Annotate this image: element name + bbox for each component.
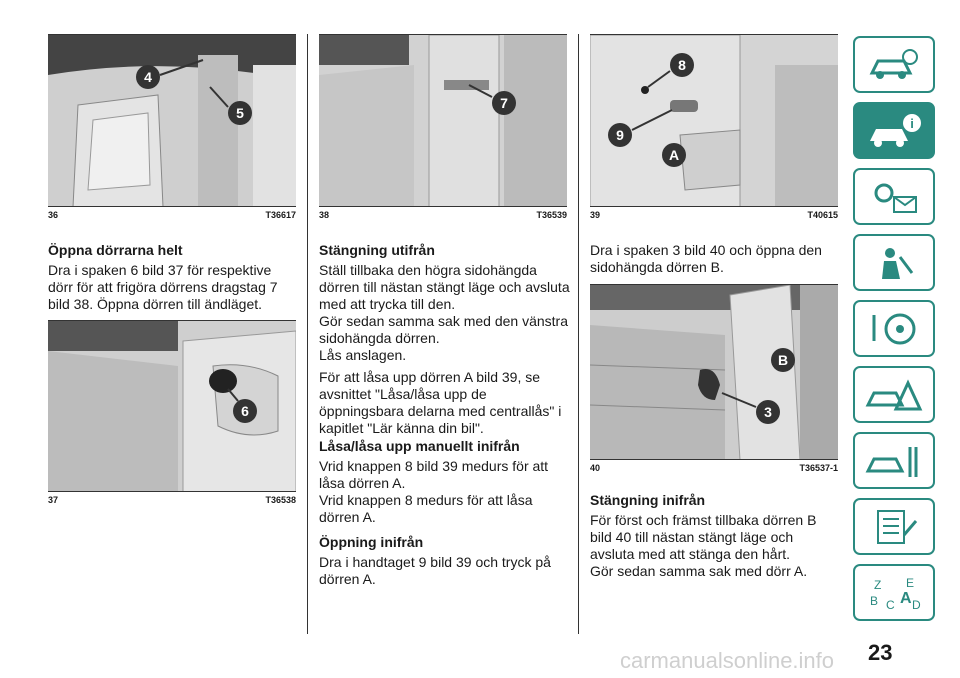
tab-key-steering[interactable]: [853, 300, 935, 357]
tab-car-warning[interactable]: [853, 366, 935, 423]
alphabet-index-icon: [864, 573, 924, 613]
callout-4: 4: [144, 69, 152, 85]
callout-3: 3: [764, 404, 772, 420]
para-closing-outside-2: Gör sedan samma sak med den vänstra sidohängda dörren.: [319, 313, 569, 346]
callout-5: 5: [236, 105, 244, 121]
heading-open-doors: Öppna dörrarna helt: [48, 242, 183, 258]
callout-A: A: [668, 147, 680, 163]
tab-car-search[interactable]: [853, 36, 935, 93]
column-divider-1: [307, 34, 308, 634]
tab-checklist[interactable]: [853, 498, 935, 555]
svg-text:i: i: [910, 115, 914, 131]
callout-7: 7: [500, 95, 508, 111]
tab-alphabet-index[interactable]: [853, 564, 935, 621]
heading-open-inside: Öppning inifrån: [319, 534, 424, 550]
lights-mail-icon: [864, 177, 924, 217]
svg-text:E: E: [906, 575, 915, 590]
para-closing-inside-2: Gör sedan samma sak med dörr A.: [590, 563, 808, 579]
para-open-doors: Dra i spaken 6 bild 37 för respektive dörr för att frigöra dörrens dragstag 7 bild 38. Öppna dörren till ändläget.: [48, 262, 278, 312]
para-manual-lock-2: Vrid knappen 8 medurs för att låsa dörren A.: [319, 492, 533, 525]
heading-manual-lock: Låsa/låsa upp manuellt inifrån: [319, 438, 520, 454]
page-number: 23: [868, 640, 893, 665]
svg-text:D: D: [912, 597, 921, 612]
callout-6: 6: [241, 403, 249, 419]
tab-airbag[interactable]: [853, 234, 935, 291]
para-open-side-door: Dra i spaken 3 bild 40 och öppna den sidohängda dörren B.: [590, 242, 822, 275]
heading-closing-outside: Stängning utifrån: [319, 242, 435, 258]
para-closing-outside-3: Lås anslagen.: [319, 347, 407, 363]
callout-8: 8: [678, 57, 686, 73]
figure-37-image: [48, 320, 296, 492]
tab-car-tools[interactable]: [853, 432, 935, 489]
para-manual-lock-1: Vrid knappen 8 bild 39 medurs för att låsa dörren A.: [319, 458, 549, 491]
svg-text:C: C: [886, 597, 895, 612]
car-tools-icon: [864, 441, 924, 481]
column-divider-2: [578, 34, 579, 634]
checklist-icon: [864, 507, 924, 547]
para-open-inside: Dra i handtaget 9 bild 39 och tryck på dörren A.: [319, 554, 551, 587]
figure-37-caption: 37 T36538: [48, 491, 296, 505]
callout-B: B: [777, 352, 789, 368]
para-closing-outside-1: Ställ tillbaka den högra sidohängda dörren till nästan stängt läge och avsluta med att trycka till den.: [319, 262, 570, 312]
key-steering-icon: [864, 309, 924, 349]
figure-36-caption: 36 T36617: [48, 206, 296, 220]
car-search-icon: [864, 45, 924, 85]
svg-text:Z: Z: [874, 577, 882, 592]
tab-car-info[interactable]: [853, 102, 935, 159]
tab-lights-mail[interactable]: [853, 168, 935, 225]
figure-38-caption: 38 T36539: [319, 206, 567, 220]
para-closing-inside-1: För först och främst tillbaka dörren B bild 40 till nästan stängt läge och avsluta med att stänga den hårt.: [590, 512, 817, 562]
car-info-icon: [864, 111, 924, 151]
heading-closing-inside: Stängning inifrån: [590, 492, 706, 508]
car-warning-icon: [864, 375, 924, 415]
svg-text:B: B: [870, 593, 879, 608]
figure-38-image: [319, 34, 567, 207]
figure-40-caption: 40 T36537-1: [590, 459, 838, 473]
svg-text:A: A: [900, 589, 912, 607]
callout-9: 9: [616, 127, 624, 143]
figure-39-caption: 39 T40615: [590, 206, 838, 220]
watermark: carmanualsonline.info: [620, 648, 835, 673]
airbag-person-icon: [864, 243, 924, 283]
para-closing-outside-4: För att låsa upp dörren A bild 39, se avsnittet "Låsa/låsa upp de öppningsbara delarna med centrallås" i kapitlet "Lär känna din bil".: [319, 369, 562, 436]
figure-36-image: [48, 34, 296, 207]
figure-40-image: [590, 284, 838, 460]
figure-39-image: [590, 34, 838, 207]
